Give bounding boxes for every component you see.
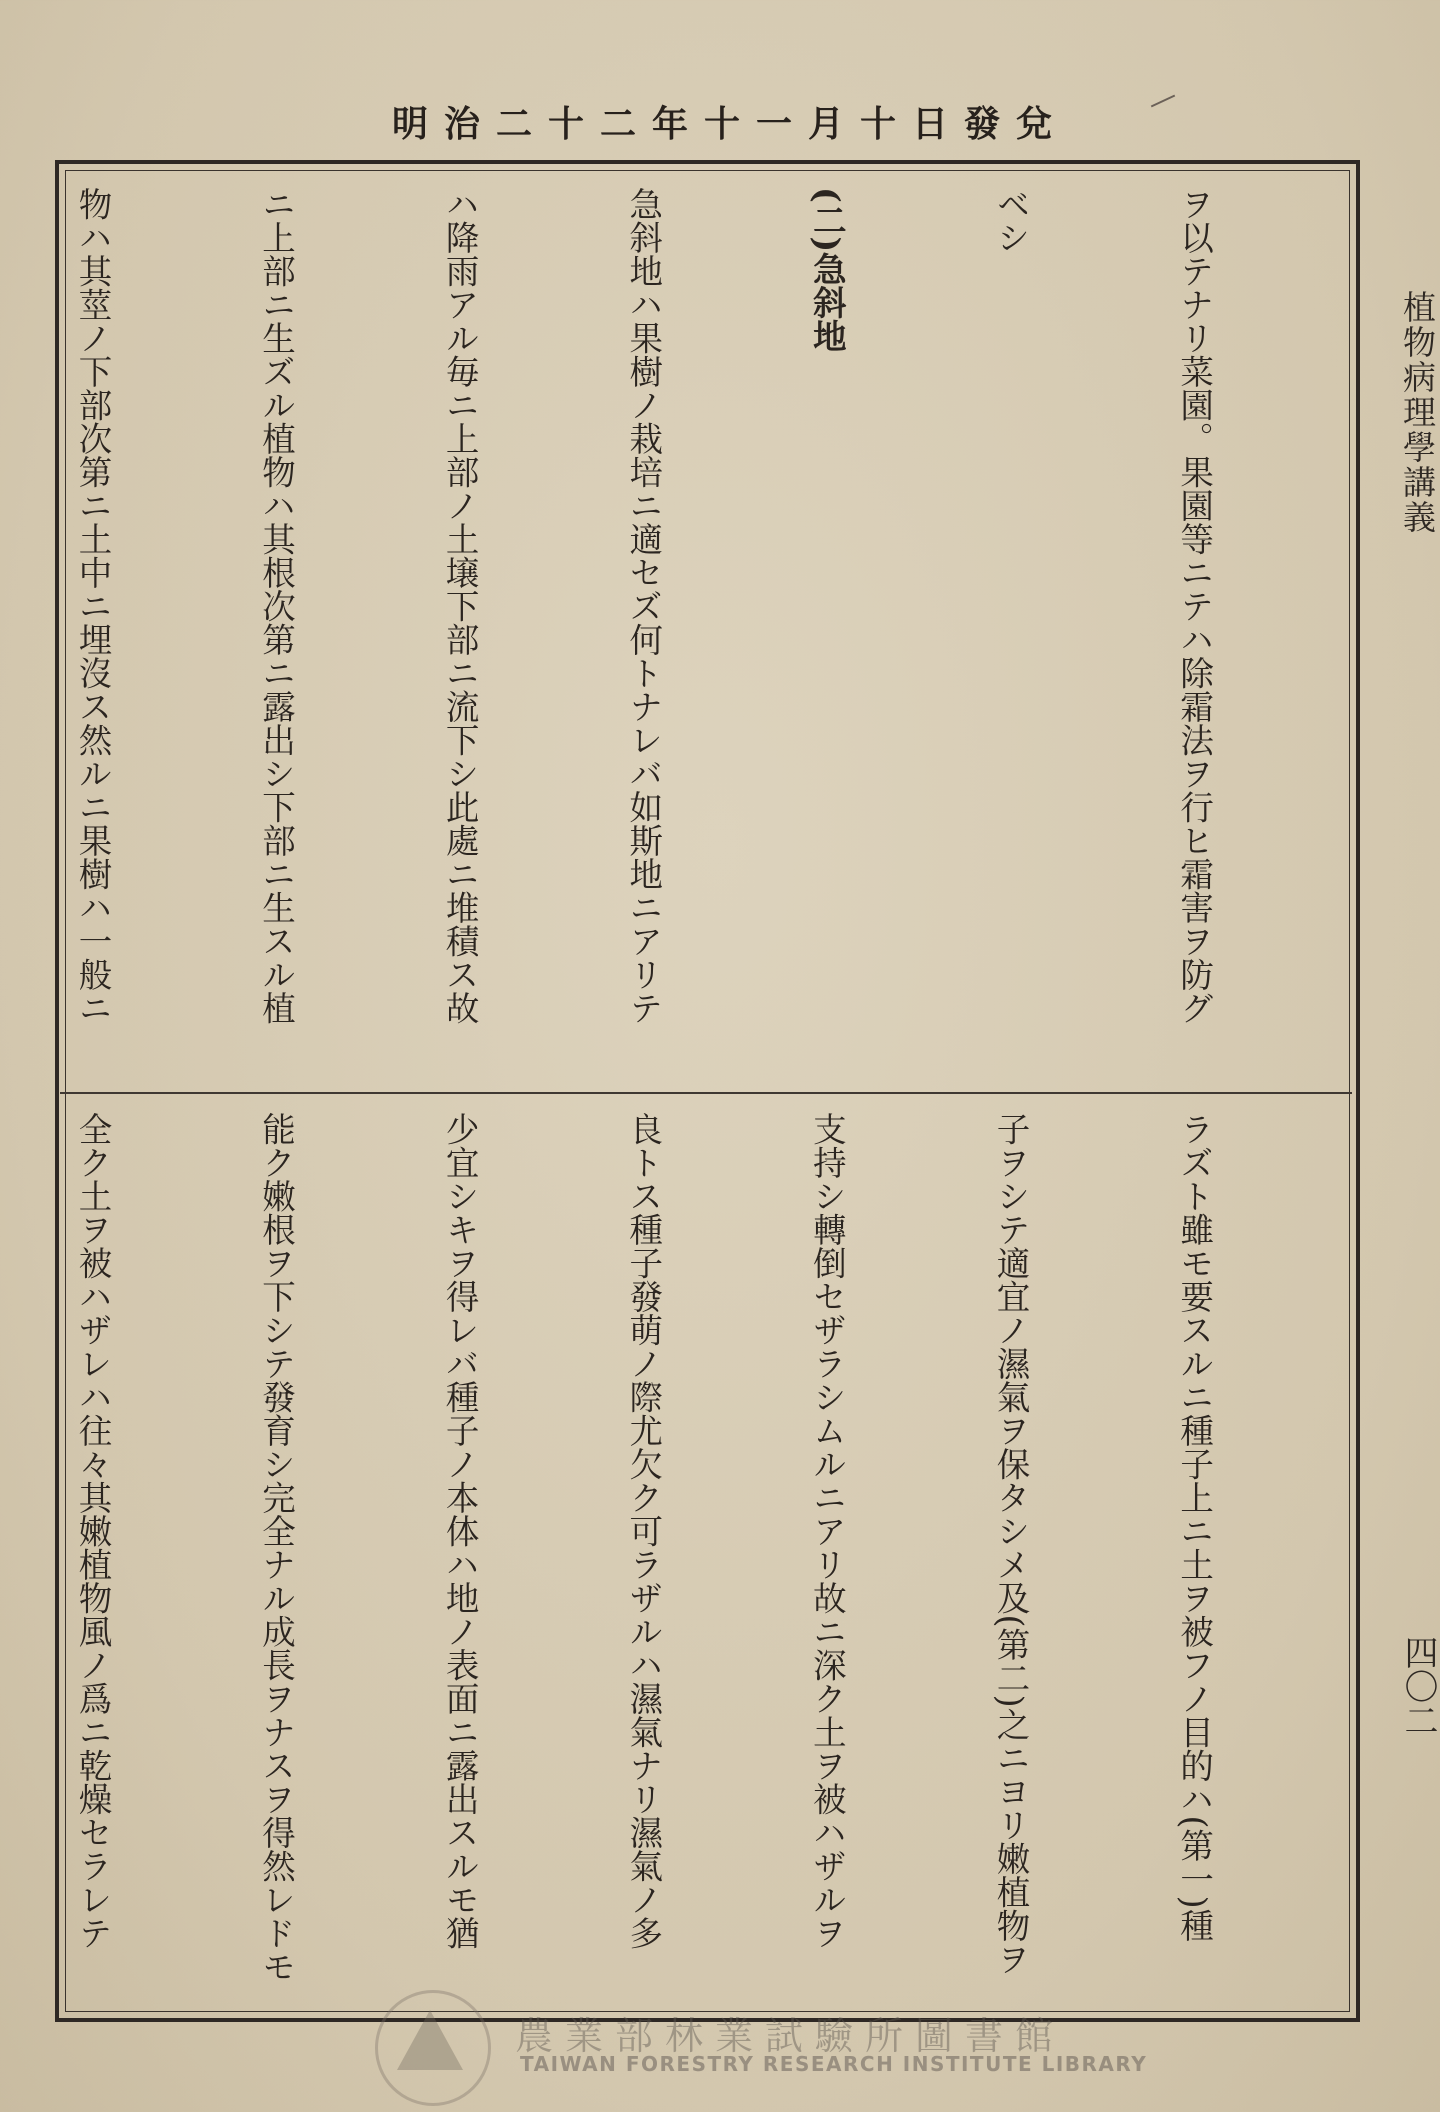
page-number: 四〇二	[1398, 1635, 1438, 1737]
section-divider	[60, 1092, 1352, 1094]
top-text-block	[72, 187, 1347, 1067]
watermark-chinese: 農業部林業試驗所圖書館	[515, 2014, 1066, 2058]
bottom-text-block	[72, 1112, 1347, 2002]
text-column: 急斜地ハ果樹ノ栽培ニ適セズ何トナレバ如斯地ニアリテ	[623, 187, 663, 1025]
text-column: ニ上部ニ生ズル植物ハ其根次第ニ露出シ下部ニ生スル植	[256, 187, 296, 1025]
text-column: 全ク土ヲ被ハザレハ往々其嫩植物風ノ爲ニ乾燥セラレテ	[72, 1112, 112, 1950]
watermark-english: TAIWAN FORESTRY RESEARCH INSTITUTE LIBRARY	[520, 2052, 1148, 2076]
text-column: 支持シ轉倒セザラシムルニアリ故ニ深ク土ヲ被ハザルヲ	[807, 1112, 847, 1950]
section-heading: (二)急斜地	[807, 187, 847, 353]
text-column: 能ク嫩根ヲ下シテ發育シ完全ナル成長ヲナスヲ得然レドモ	[256, 1112, 296, 1983]
text-column: 物ハ其莖ノ下部次第ニ土中ニ埋沒ス然ルニ果樹ハ一般ニ	[72, 187, 112, 1025]
library-seal-mountain-icon	[397, 2010, 463, 2070]
text-column: ハ降雨アル毎ニ上部ノ土壌下部ニ流下シ此處ニ堆積ス故	[440, 187, 480, 1025]
text-column: 少宜シキヲ得レバ種子ノ本体ハ地ノ表面ニ露出スルモ猶	[440, 1112, 480, 1950]
page-header: 明治二十二年十一月十日發兌	[391, 103, 1068, 145]
book-title: 植物病理學講義	[1398, 290, 1437, 535]
text-column: ラズト雖モ要スルニ種子上ニ土ヲ被フノ目的ハ(第一)種	[1174, 1112, 1214, 1943]
ink-mark	[1151, 95, 1175, 108]
text-column: ヲ以テナリ菜園。果園等ニテハ除霜法ヲ行ヒ霜害ヲ防グ	[1174, 187, 1214, 1025]
text-column: 子ヲシテ適宜ノ濕氣ヲ保タシメ及(第二)之ニヨリ嫩植物ヲ	[990, 1112, 1030, 1976]
text-column: ベシ	[990, 187, 1030, 254]
text-column: 良トス種子發萌ノ際尤欠ク可ラザルハ濕氣ナリ濕氣ノ多	[623, 1112, 663, 1950]
